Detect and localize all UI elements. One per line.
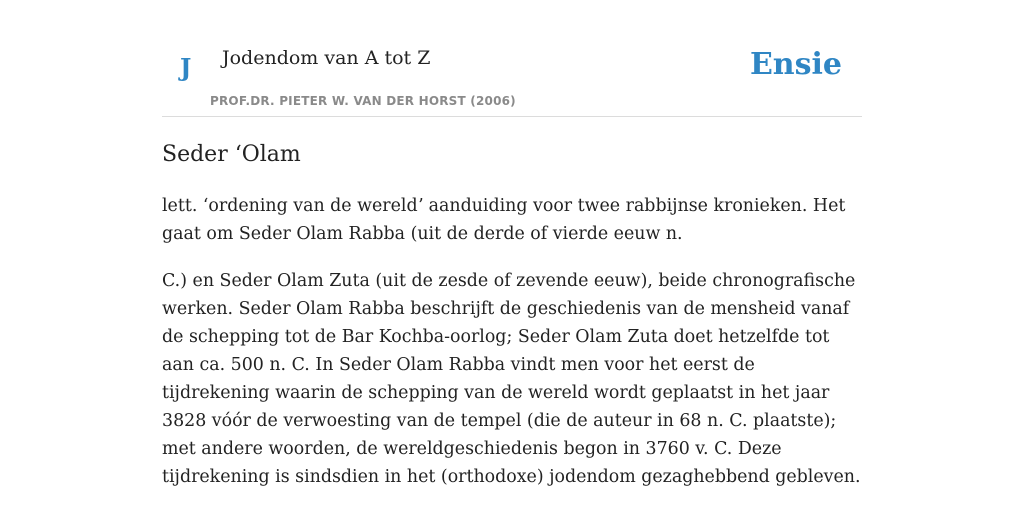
entry-paragraph-2: C.) en Seder Olam Zuta (uit de zesde of zevende eeuw), beide chronografische werken. Seder Olam Rabba beschrijft de geschiedenis van de mensheid vanaf de schepping tot de Bar Kochba-oorlog; Seder Olam Zuta doet hetzelfde tot aan ca. 500 n. C. In Seder Olam Rabba vindt men voor het eerst de tijdrekening waarin de schepping van de wereld wordt geplaatst in het jaar 3828 vóór de verwoesting van de tempel (die de auteur in 68 n. C. plaatste); met andere woorden, de wereldgeschiedenis begon in 3760 v. C. Deze tijdrekening is sindsdien in het (orthodoxe) jodendom gezaghebbend gebleven.: [162, 271, 861, 487]
book-title[interactable]: Jodendom van A tot Z: [222, 47, 431, 69]
header: [162, 0, 862, 117]
entry-title: Seder ʻOlam: [162, 142, 301, 167]
book-letter-icon: J: [180, 53, 192, 82]
book-author: PROF.DR. PIETER W. VAN DER HORST (2006): [210, 94, 516, 108]
entry-paragraph-1: lett. ʻordening van de wereldʼ aanduiding voor twee rabbijnse kronieken. Het gaat om Seder Olam Rabba (uit de derde of vierde eeuw n.: [162, 196, 846, 244]
brand-logo-link[interactable]: Ensie: [749, 47, 842, 82]
